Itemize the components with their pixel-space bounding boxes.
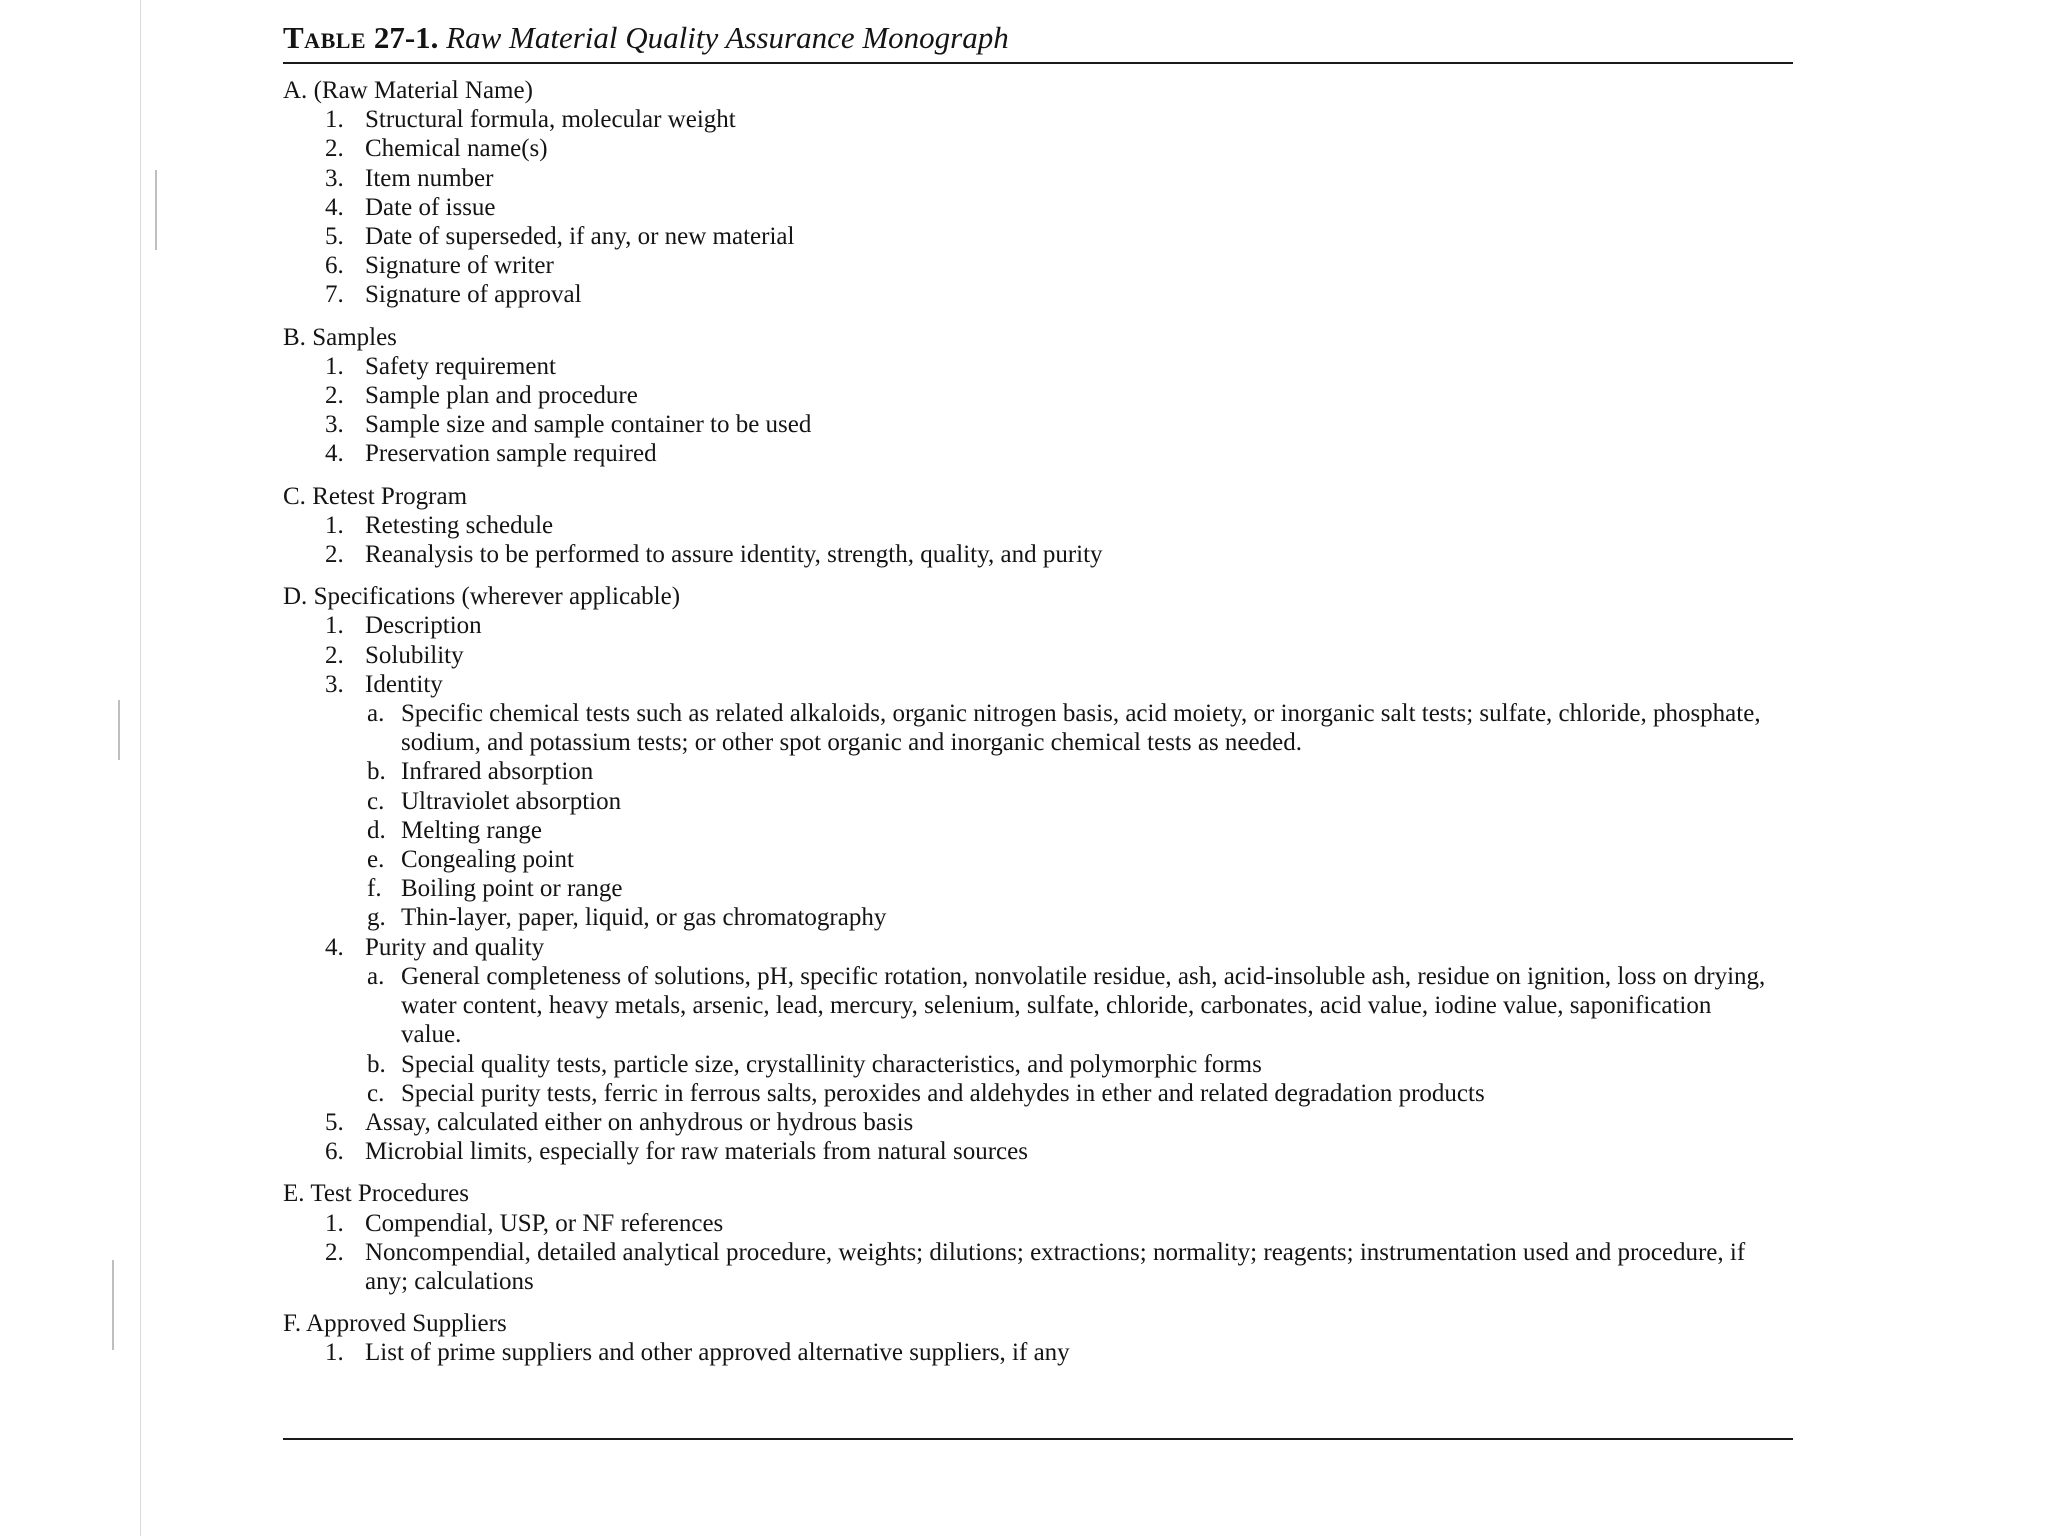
sub-item: g. Thin-layer, paper, liquid, or gas chromatography xyxy=(367,904,887,932)
sub-item: c. Ultraviolet absorption xyxy=(367,787,622,815)
list-item: 2. Noncompendial, detailed analytical procedure, weights; dilutions; extractions; normality; reagents; instrumentation used and procedure, if any; calculations xyxy=(325,1238,1746,1295)
sub-item: e. Congealing point xyxy=(367,846,574,874)
list-item: 1. List of prime suppliers and other approved alternative suppliers, if any xyxy=(325,1339,1070,1367)
table-number: 27-1. xyxy=(373,20,439,55)
scan-artifact xyxy=(118,700,120,760)
list-item: 4. Purity and quality xyxy=(325,933,545,961)
section-heading: B. Samples xyxy=(283,323,397,351)
list-item: 1. Retesting schedule xyxy=(325,511,554,539)
bottom-rule xyxy=(283,1438,1793,1440)
section-test-procedures xyxy=(283,1179,1793,1296)
table-caption: Raw Material Quality Assurance Monograph xyxy=(446,20,1009,55)
list-item: 1. Structural formula, molecular weight xyxy=(325,106,736,134)
sub-item: d. Melting range xyxy=(367,816,542,844)
table-label: Table xyxy=(283,20,367,55)
list-item: 1. Safety requirement xyxy=(325,352,556,380)
list-item: 1. Description xyxy=(325,612,482,640)
list-item: 4. Preservation sample required xyxy=(325,440,657,468)
list-item: 6. Signature of writer xyxy=(325,252,554,280)
section-retest-program xyxy=(283,482,1793,570)
list-item: 2. Chemical name(s) xyxy=(325,135,548,163)
sub-item: b. Special quality tests, particle size, crystallinity characteristics, and polymorphic forms xyxy=(367,1050,1262,1078)
list-item: 2. Reanalysis to be performed to assure identity, strength, quality, and purity xyxy=(325,541,1103,569)
list-item: 2. Sample plan and procedure xyxy=(325,382,638,410)
list-item: 1. Compendial, USP, or NF references xyxy=(325,1209,724,1237)
list-item: 5. Date of superseded, if any, or new material xyxy=(325,223,795,251)
list-item: 7. Signature of approval xyxy=(325,281,582,309)
section-heading: D. Specifications (wherever applicable) xyxy=(283,583,681,611)
table-title xyxy=(283,18,1793,62)
sub-item: f. Boiling point or range xyxy=(367,875,623,903)
section-heading: F. Approved Suppliers xyxy=(283,1310,507,1338)
section-heading: A. (Raw Material Name) xyxy=(283,77,533,104)
monograph-outline xyxy=(283,76,1793,1381)
section-samples xyxy=(283,323,1793,469)
list-item: 2. Solubility xyxy=(325,641,464,669)
section-heading: E. Test Procedures xyxy=(283,1180,469,1208)
sub-item: a. Specific chemical tests such as related alkaloids, organic nitrogen basis, acid moiety, or inorganic salt tests; sulfate, chloride, phosphate, sodium, and potassium tests; or other spot organic and inorganic chemical tests as needed. xyxy=(367,700,1761,757)
scan-artifact xyxy=(155,170,157,250)
list-item: 3. Item number xyxy=(325,164,494,192)
section-approved-suppliers xyxy=(283,1309,1793,1367)
section-raw-material-name xyxy=(283,76,1793,310)
top-rule xyxy=(283,62,1793,64)
scan-edge-line xyxy=(140,0,141,1536)
sub-item: c. Special purity tests, ferric in ferrous salts, peroxides and aldehydes in ether and related degradation products xyxy=(367,1079,1485,1107)
list-item: 3. Sample size and sample container to be used xyxy=(325,411,812,439)
list-item: 4. Date of issue xyxy=(325,193,496,221)
sub-item: b. Infrared absorption xyxy=(367,758,594,786)
list-item: 6. Microbial limits, especially for raw materials from natural sources xyxy=(325,1138,1028,1166)
scan-artifact xyxy=(112,1260,114,1350)
list-item: 3. Identity xyxy=(325,670,443,698)
section-specifications xyxy=(283,582,1793,1166)
table-title-block xyxy=(283,18,1793,62)
section-heading: C. Retest Program xyxy=(283,482,468,510)
list-item: 5. Assay, calculated either on anhydrous or hydrous basis xyxy=(325,1108,914,1136)
sub-item: a. General completeness of solutions, pH, specific rotation, nonvolatile residue, ash, acid-insoluble ash, residue on ignition, loss on drying, water content, heavy metals, arsenic, lead, mercury, selenium, sulfate, chloride, carbonates, acid value, iodine value, saponification value. xyxy=(367,962,1766,1049)
